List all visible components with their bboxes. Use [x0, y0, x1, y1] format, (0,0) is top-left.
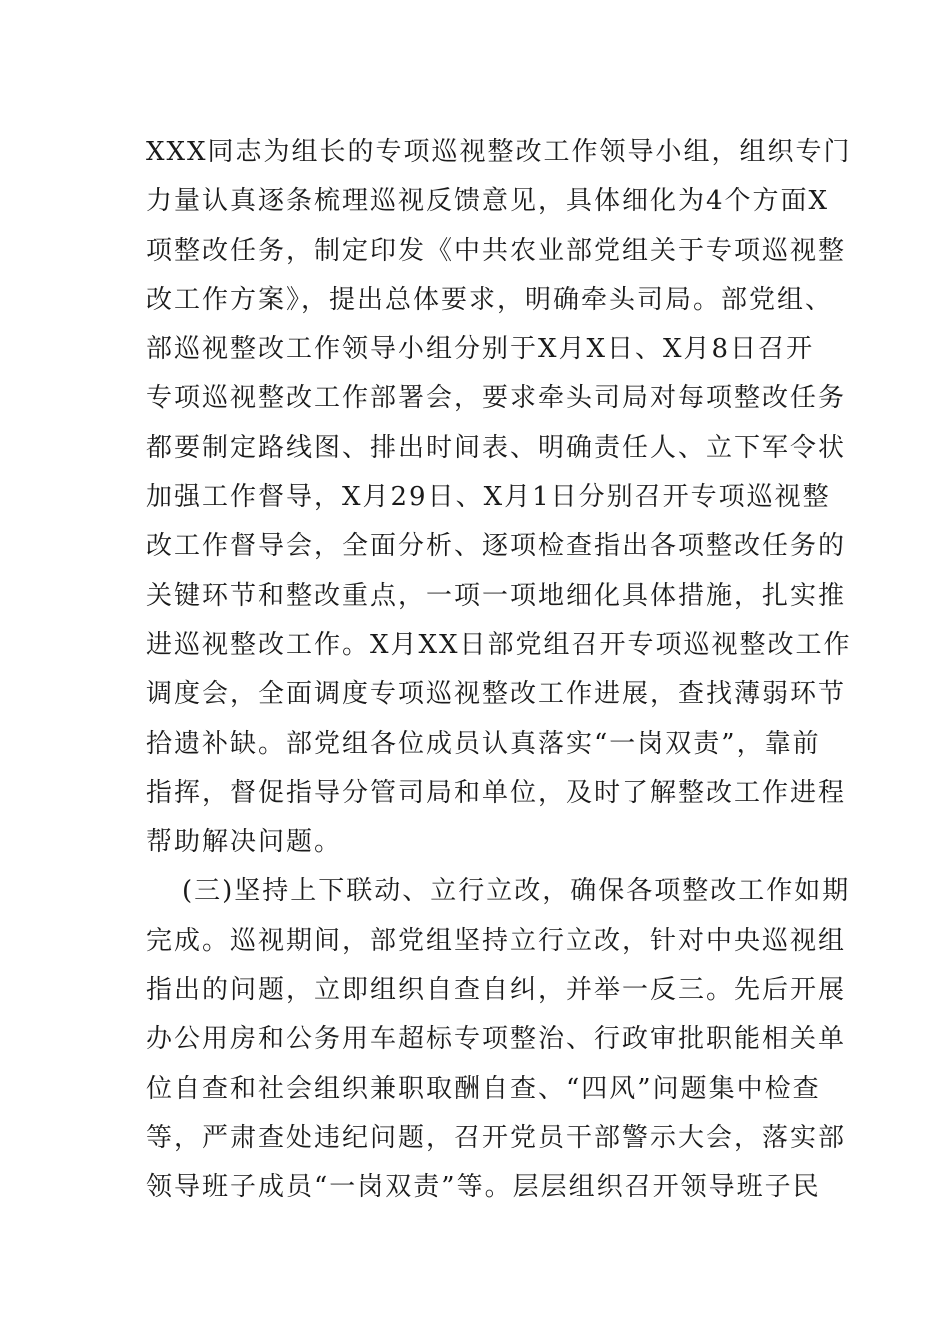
text-line: 项整改任务，制定印发《中共农业部党组关于专项巡视整 [146, 235, 847, 266]
text-line: 拾遗补缺。部党组各位成员认真落实“一岗双责”，靠前 [146, 728, 821, 759]
text-line: 指挥，督促指导分管司局和单位，及时了解整改工作进程 [146, 777, 847, 808]
text-line: 关键环节和整改重点，一项一项地细化具体措施，扎实推 [146, 580, 847, 611]
text-line: 部巡视整改工作领导小组分别于X月X日、X月8日召开 [146, 334, 815, 365]
text-line: 进巡视整改工作。X月XX日部党组召开专项巡视整改工作 [146, 629, 852, 660]
text-line: 调度会，全面调度专项巡视整改工作进展，查找薄弱环节 [146, 679, 847, 710]
text-line: 位自查和社会组织兼职取酬自查、“四风”问题集中检查 [146, 1073, 821, 1104]
text-line: 领导班子成员“一岗双责”等。层层组织召开领导班子民 [146, 1172, 821, 1203]
text-line: 完成。巡视期间，部党组坚持立行立改，针对中央巡视组 [146, 925, 847, 956]
text-line: 都要制定路线图、排出时间表、明确责任人、立下军令状 [146, 432, 847, 463]
text-line: 加强工作督导，X月29日、X月1日分别召开专项巡视整 [146, 482, 831, 513]
text-line: 专项巡视整改工作部署会，要求牵头司局对每项整改任务 [146, 383, 847, 414]
text-line: 办公用房和公务用车超标专项整治、行政审批职能相关单 [146, 1024, 847, 1055]
text-line: 指出的问题，立即组织自查自纠，并举一反三。先后开展 [146, 975, 847, 1006]
text-line: 等，严肃查处违纪问题，召开党员干部警示大会，落实部 [146, 1122, 847, 1153]
text-line: 改工作督导会，全面分析、逐项检查指出各项整改任务的 [146, 531, 847, 562]
text-line: 帮助解决问题。 [146, 827, 343, 858]
text-line: 力量认真逐条梳理巡视反馈意见，具体细化为4个方面X [146, 186, 830, 217]
text-line: 改工作方案》，提出总体要求，明确牵头司局。部党组、 [146, 284, 834, 315]
document-body [146, 128, 852, 1213]
section-heading-line: (三)坚持上下联动、立行立改，确保各项整改工作如期 [182, 876, 851, 907]
text-line: XXX同志为组长的专项巡视整改工作领导小组，组织专门 [146, 137, 852, 167]
